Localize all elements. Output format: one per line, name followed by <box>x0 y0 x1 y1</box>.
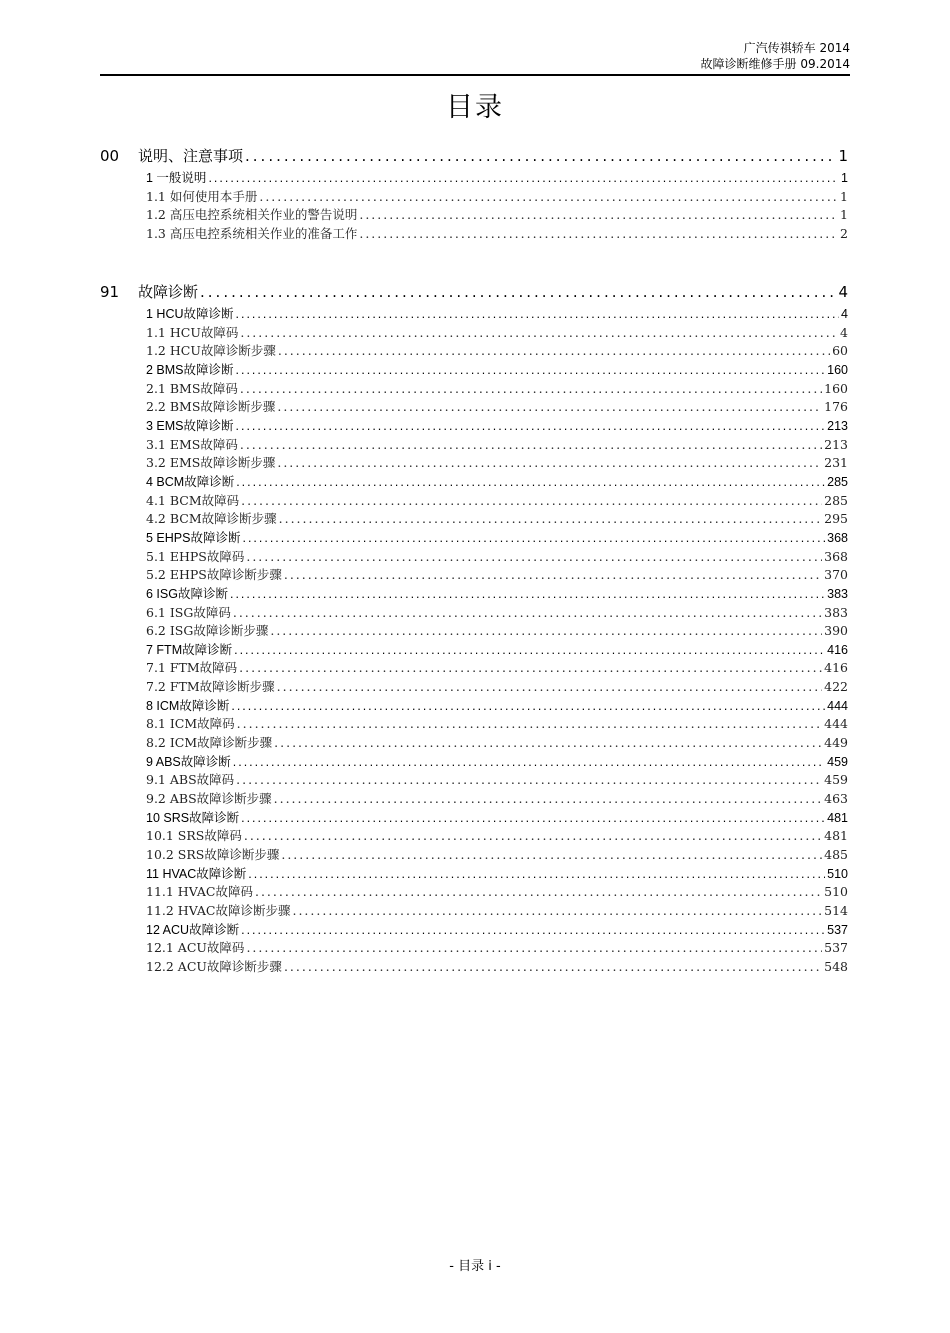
entry-page-number: 213 <box>824 436 848 452</box>
entry-page-number: 176 <box>824 399 848 415</box>
entry-page-number: 514 <box>824 903 848 918</box>
entry-title: 11 HVAC故障诊断 <box>146 866 247 881</box>
toc-section-row[interactable] <box>100 921 848 940</box>
dot-leader <box>242 529 825 548</box>
entry-page-number: 444 <box>827 698 848 713</box>
entry-page-number: 416 <box>827 642 848 657</box>
entry-page-number: 510 <box>827 866 848 881</box>
toc-subsection-row[interactable] <box>100 622 848 641</box>
entry-page-number: 459 <box>824 772 848 788</box>
entry-page-number: 285 <box>824 492 848 508</box>
entry-title: 7.2 FTM故障诊断步骤 <box>146 679 275 695</box>
entry-title: 12.1 ACU故障码 <box>146 940 245 956</box>
dot-leader <box>245 145 836 167</box>
toc-subsection-row[interactable] <box>100 436 848 455</box>
dot-leader <box>279 510 823 529</box>
entry-title: 1 HCU故障诊断 <box>146 307 234 321</box>
entry-page-number: 160 <box>827 362 848 377</box>
toc-section-row[interactable] <box>100 753 848 772</box>
chapter-page-number: 1 <box>838 147 848 165</box>
chapter-title: 说明、注意事项 <box>138 147 244 165</box>
dot-leader <box>292 902 822 921</box>
dot-leader <box>233 753 825 772</box>
entry-title: 10.2 SRS故障诊断步骤 <box>146 847 280 863</box>
dot-leader <box>359 206 838 225</box>
toc-chapter-row[interactable] <box>100 281 848 303</box>
toc-subsection-row[interactable] <box>100 678 848 697</box>
entry-title: 9 ABS故障诊断 <box>146 754 231 769</box>
entry-page-number: 416 <box>824 660 848 676</box>
entry-title: 5 EHPS故障诊断 <box>146 530 241 545</box>
entry-title: 9.2 ABS故障诊断步骤 <box>146 791 272 807</box>
toc-section-row[interactable] <box>100 169 848 188</box>
entry-page-number: 537 <box>824 940 848 956</box>
toc-subsection-row[interactable] <box>100 790 848 809</box>
entry-title: 4.1 BCM故障码 <box>146 492 240 508</box>
toc-subsection-row[interactable] <box>100 380 848 399</box>
toc-subsection-row[interactable] <box>100 510 848 529</box>
toc-section-row[interactable] <box>100 361 848 380</box>
toc-subsection-row[interactable] <box>100 771 848 790</box>
entry-page-number: 285 <box>827 474 848 489</box>
entry-page-number: 60 <box>832 343 848 359</box>
entry-title: 10 SRS故障诊断 <box>146 810 240 825</box>
entry-page-number: 368 <box>827 530 848 545</box>
entry-title: 6 ISG故障诊断 <box>146 586 228 601</box>
entry-page-number: 481 <box>824 828 848 844</box>
entry-page-number: 1 <box>840 207 848 223</box>
entry-page-number: 548 <box>824 958 848 974</box>
entry-page-number: 485 <box>824 847 848 863</box>
entry-title: 1.1 HCU故障码 <box>146 324 239 340</box>
entry-title: 2.2 BMS故障诊断步骤 <box>146 399 276 415</box>
entry-page-number: 459 <box>827 754 848 769</box>
entry-title: 11.1 HVAC故障码 <box>146 884 253 900</box>
entry-page-number: 510 <box>824 884 848 900</box>
dot-leader <box>237 715 822 734</box>
dot-leader <box>284 566 822 585</box>
entry-page-number: 383 <box>827 586 848 601</box>
entry-title: 1.1 如何使用本手册 <box>146 188 258 204</box>
dot-leader <box>255 883 822 902</box>
page-title: 目录 <box>446 92 504 123</box>
dot-leader <box>236 305 840 324</box>
toc-subsection-row[interactable] <box>100 659 848 678</box>
entry-title: 12.2 ACU故障诊断步骤 <box>146 958 282 974</box>
toc-subsection-row[interactable] <box>100 566 848 585</box>
toc-section-row[interactable] <box>100 417 848 436</box>
dot-leader <box>230 585 825 604</box>
toc-subsection-row[interactable] <box>100 958 848 977</box>
entry-page-number: 160 <box>824 380 848 396</box>
entry-title: 8.1 ICM故障码 <box>146 716 235 732</box>
dot-leader <box>241 921 825 940</box>
toc-section-00 <box>100 145 848 244</box>
chapter-page-number: 4 <box>838 283 848 301</box>
toc-subsection-row[interactable] <box>100 454 848 473</box>
entry-title: 3.2 EMS故障诊断步骤 <box>146 455 276 471</box>
dot-leader <box>244 827 822 846</box>
entry-title: 2 BMS故障诊断 <box>146 362 234 377</box>
entry-page-number: 537 <box>827 922 848 937</box>
dot-leader <box>241 492 822 511</box>
entry-page-number: 368 <box>824 548 848 564</box>
entry-page-number: 4 <box>840 324 848 340</box>
dot-leader <box>277 678 822 697</box>
entry-page-number: 444 <box>824 716 848 732</box>
entry-title: 4 BCM故障诊断 <box>146 474 235 489</box>
toc-subsection-row[interactable] <box>100 902 848 921</box>
toc-subsection-row[interactable] <box>100 324 848 343</box>
toc-subsection-row[interactable] <box>100 188 848 207</box>
dot-leader <box>284 958 822 977</box>
entry-page-number: 383 <box>824 604 848 620</box>
dot-leader <box>278 342 830 361</box>
dot-leader <box>274 790 823 809</box>
dot-leader <box>241 809 825 828</box>
page-header <box>701 40 850 72</box>
toc-subsection-row[interactable] <box>100 715 848 734</box>
toc-subsection-row[interactable] <box>100 398 848 417</box>
entry-title: 1.2 HCU故障诊断步骤 <box>146 343 276 359</box>
entry-title: 3.1 EMS故障码 <box>146 436 238 452</box>
entry-page-number: 449 <box>824 735 848 751</box>
chapter-code: 00 <box>100 147 120 165</box>
entry-title: 11.2 HVAC故障诊断步骤 <box>146 903 291 918</box>
entry-page-number: 213 <box>827 418 848 433</box>
dot-leader <box>246 939 822 958</box>
header-vehicle-line: 广汽传祺轿车 2014 <box>743 41 850 55</box>
toc-subsection-row[interactable] <box>100 342 848 361</box>
entry-title: 3 EMS故障诊断 <box>146 418 234 433</box>
entry-title: 1.2 高压电控系统相关作业的警告说明 <box>146 207 358 223</box>
dot-leader <box>236 473 825 492</box>
dot-leader <box>359 225 838 244</box>
entry-title: 12 ACU故障诊断 <box>146 922 240 937</box>
header-rule <box>100 74 850 76</box>
toc-section-row[interactable] <box>100 529 848 548</box>
toc-subsection-row[interactable] <box>100 548 848 567</box>
dot-leader <box>246 548 822 567</box>
toc-subsection-row[interactable] <box>100 846 848 865</box>
entry-title: 1 一般说明 <box>146 171 207 185</box>
page-footer: - 目录 i - <box>449 1259 501 1274</box>
toc-subsection-row[interactable] <box>100 206 848 225</box>
dot-leader <box>233 604 822 623</box>
dot-leader <box>234 641 825 660</box>
toc-subsection-row[interactable] <box>100 604 848 623</box>
entry-title: 6.2 ISG故障诊断步骤 <box>146 623 269 639</box>
entry-page-number: 422 <box>824 679 848 695</box>
dot-leader <box>200 281 836 303</box>
dot-leader <box>236 417 826 436</box>
entry-title: 9.1 ABS故障码 <box>146 772 235 788</box>
entry-title: 7 FTM故障诊断 <box>146 642 233 657</box>
dot-leader <box>270 622 822 641</box>
toc-section-91 <box>100 281 848 977</box>
entry-title: 2.1 BMS故障码 <box>146 380 238 396</box>
entry-page-number: 231 <box>824 455 848 471</box>
entry-page-number: 1 <box>841 171 848 185</box>
entry-title: 8.2 ICM故障诊断步骤 <box>146 735 273 751</box>
dot-leader <box>240 324 838 343</box>
entry-title: 10.1 SRS故障码 <box>146 828 242 844</box>
toc-section-row[interactable] <box>100 585 848 604</box>
dot-leader <box>259 188 838 207</box>
toc-section-row[interactable] <box>100 809 848 828</box>
dot-leader <box>231 697 825 716</box>
entry-page-number: 4 <box>841 307 848 321</box>
entry-page-number: 390 <box>824 623 848 639</box>
toc-section-row[interactable] <box>100 305 848 324</box>
toc-chapter-row[interactable] <box>100 145 848 167</box>
entry-page-number: 370 <box>824 567 848 583</box>
toc-section-row[interactable] <box>100 865 848 884</box>
dot-leader <box>240 436 822 455</box>
dot-leader <box>236 771 822 790</box>
dot-leader <box>236 361 826 380</box>
entry-title: 8 ICM故障诊断 <box>146 698 230 713</box>
entry-title: 7.1 FTM故障码 <box>146 660 238 676</box>
toc-subsection-row[interactable] <box>100 883 848 902</box>
toc-section-row[interactable] <box>100 473 848 492</box>
entry-title: 6.1 ISG故障码 <box>146 604 231 620</box>
entry-page-number: 481 <box>827 810 848 825</box>
chapter-code: 91 <box>100 283 120 301</box>
entry-title: 5.1 EHPS故障码 <box>146 548 245 564</box>
toc-subsection-row[interactable] <box>100 827 848 846</box>
toc-subsection-row[interactable] <box>100 225 848 244</box>
entry-title: 1.3 高压电控系统相关作业的准备工作 <box>146 225 358 241</box>
dot-leader <box>240 380 822 399</box>
dot-leader <box>281 846 822 865</box>
entry-page-number: 463 <box>824 791 848 807</box>
toc-subsection-row[interactable] <box>100 939 848 958</box>
entry-title: 4.2 BCM故障诊断步骤 <box>146 511 277 527</box>
entry-page-number: 2 <box>840 225 848 241</box>
entry-page-number: 295 <box>824 511 848 527</box>
toc-section-row[interactable] <box>100 641 848 660</box>
dot-leader <box>277 454 822 473</box>
dot-leader <box>248 865 825 884</box>
toc-section-row[interactable] <box>100 697 848 716</box>
dot-leader <box>277 398 822 417</box>
chapter-title: 故障诊断 <box>138 283 199 301</box>
dot-leader <box>208 169 839 188</box>
toc-subsection-row[interactable] <box>100 492 848 511</box>
dot-leader <box>274 734 822 753</box>
dot-leader <box>239 659 822 678</box>
toc-subsection-row[interactable] <box>100 734 848 753</box>
header-manual-line: 故障诊断维修手册 09.2014 <box>700 57 850 71</box>
entry-title: 5.2 EHPS故障诊断步骤 <box>146 567 282 583</box>
entry-page-number: 1 <box>840 188 848 204</box>
